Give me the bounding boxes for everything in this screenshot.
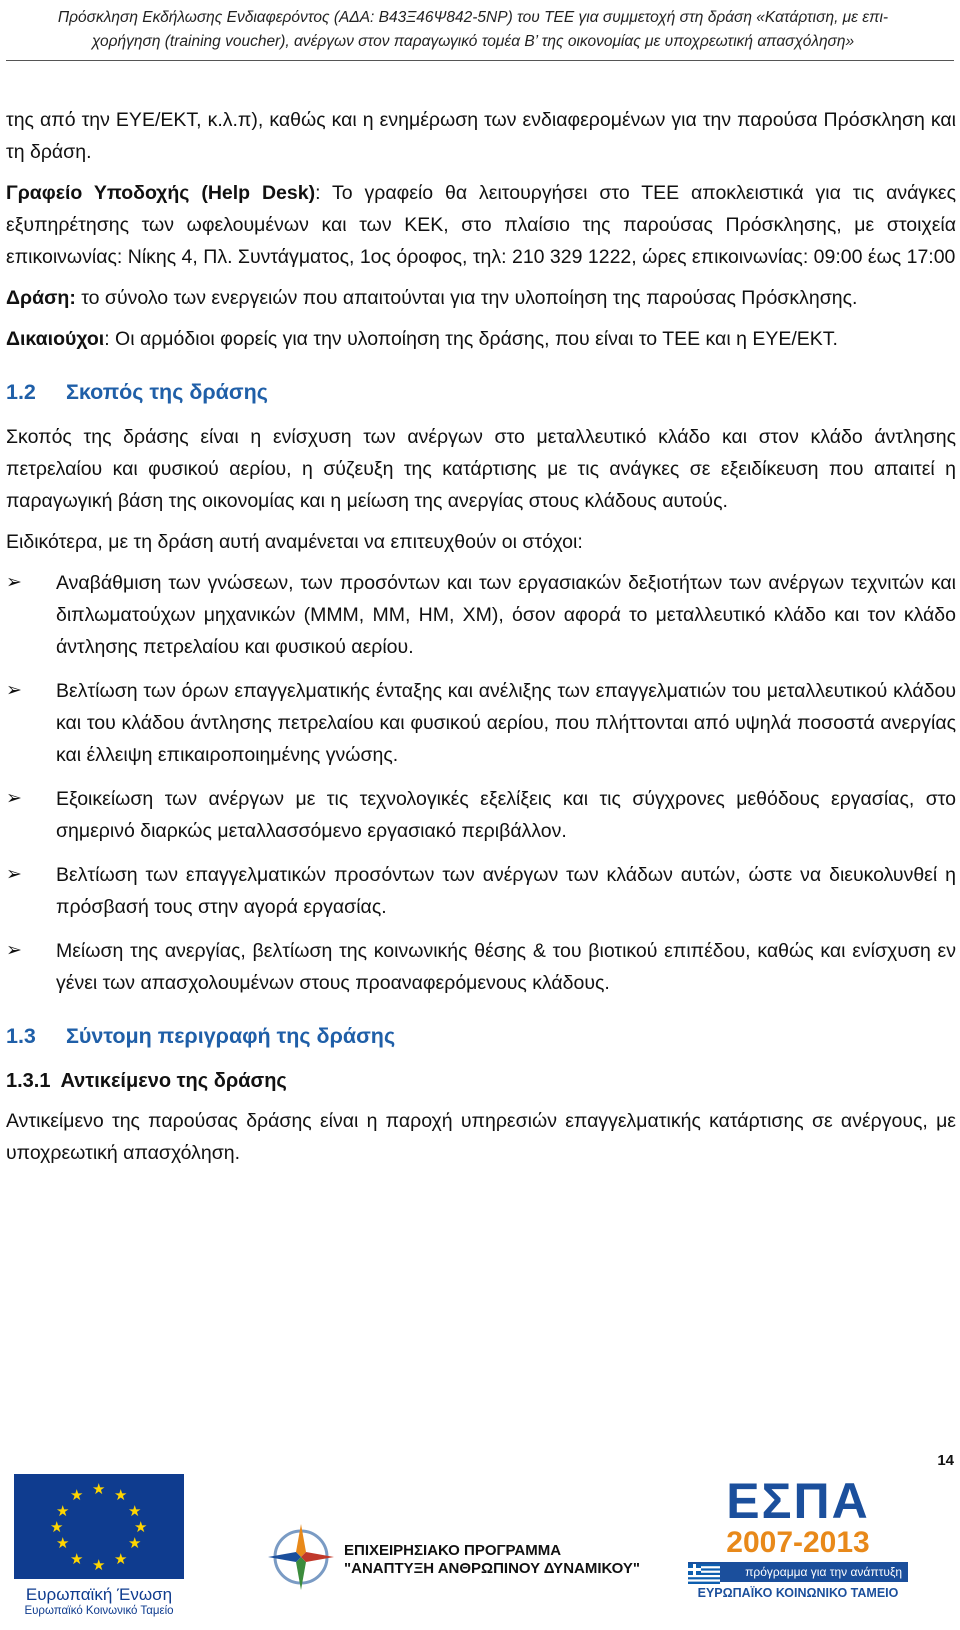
section-1-3-heading: [6, 1021, 956, 1051]
goals-intro: Ειδικότερα, με τη δράση αυτή αναμένεται να επιτευχθούν οι στόχοι:: [6, 531, 583, 553]
eu-flag-icon: ★ ★ ★ ★ ★ ★ ★ ★ ★ ★ ★ ★: [14, 1474, 184, 1579]
helpdesk-term: Γραφείο Υποδοχής (Help Desk): [6, 182, 316, 204]
list-item: [6, 783, 956, 847]
header-line-2: χορήγηση (training voucher), ανέργων στον παραγωγικό τομέα Β’ της οικονομίας με υποχρεωτική απασχόληση»: [91, 33, 855, 50]
operational-programme-logo: [266, 1522, 646, 1602]
arrow-bullet-icon: ➢: [6, 788, 22, 809]
eu-name: Ευρωπαϊκή Ένωση: [25, 1585, 173, 1604]
list-item-text: Βελτίωση των επαγγελματικών προσόντων των ανέργων των κλάδων αυτών, ώστε να διευκολυνθεί η πρόσβασή τους στην αγορά εργασίας.: [56, 864, 956, 918]
greek-flag-icon: [688, 1564, 720, 1584]
drasi-term: Δράση:: [6, 287, 76, 309]
object-paragraph: Αντικείμενο της παρούσας δράσης είναι η παροχή υπηρεσιών επαγγελματικής κατάρτισης σε ανέργους, με υποχρεωτική απασχόληση.: [6, 1110, 956, 1164]
dikaiouxoi-term: Δικαιούχοι: [6, 328, 105, 350]
page-body: [6, 104, 956, 1178]
goals-list: [6, 567, 956, 999]
arrow-bullet-icon: ➢: [6, 864, 22, 885]
section-title: Σύντομη περιγραφή της δράσης: [66, 1024, 396, 1048]
eu-fund: Ευρωπαϊκό Κοινωνικό Ταμείο: [24, 1605, 174, 1617]
footer-logos: [0, 1470, 960, 1630]
list-item: [6, 859, 956, 923]
espa-logo: [688, 1473, 908, 1600]
compass-icon: [266, 1522, 336, 1592]
page-number: 14: [937, 1452, 954, 1469]
list-item-text: Εξοικείωση των ανέργων με τις τεχνολογικές εξελίξεις και τις σύγχρονες μεθόδους εργασίας, στο σημερινό διαρκώς μεταλλασσόμενο εργασιακό περιβάλλον.: [56, 788, 956, 842]
header-line-1: Πρόσκληση Εκδήλωσης Ενδιαφερόντος (ΑΔΑ: Β43Ξ46Ψ842-5ΝΡ) του ΤΕΕ για συμμετοχή στη δράση «Κατάρτιση, με επι-: [57, 9, 889, 26]
arrow-bullet-icon: ➢: [6, 680, 22, 701]
list-item: [6, 935, 956, 999]
running-header: [6, 6, 940, 54]
subsection-number: 1.3.1: [6, 1070, 51, 1092]
espa-years: 2007-2013: [726, 1526, 870, 1559]
helpdesk-paragraph: [6, 177, 956, 273]
dikaiouxoi-text: : Οι αρμόδιοι φορείς για την υλοποίηση της δράσης, που είναι το ΤΕΕ και η ΕΥΕ/ΕΚΤ.: [104, 328, 838, 350]
purpose-paragraph: Σκοπός της δράσης είναι η ενίσχυση των ανέργων στο μεταλλευτικό κλάδο και στον κλάδο άντλησης πετρελαίου και φυσικού αερίου, η σύζευξη της κατάρτισης με τις ανάγκες σε εξειδίκευση που απαιτεί η παραγωγική βάση της οικονομίας και η μείωση της ανεργίας στους κλάδους αυτούς.: [6, 426, 956, 512]
arrow-bullet-icon: ➢: [6, 572, 22, 593]
op-line-2: "ΑΝΑΠΤΥΞΗ ΑΝΘΡΩΠΙΝΟΥ ΔΥΝΑΜΙΚΟΥ": [344, 1560, 641, 1577]
section-1-3-1-heading: [6, 1065, 956, 1097]
op-line-1: ΕΠΙΧΕΙΡΗΣΙΑΚΟ ΠΡΟΓΡΑΜΜΑ: [344, 1542, 562, 1559]
section-title: Σκοπός της δράσης: [66, 380, 268, 404]
operational-programme-text: [344, 1542, 640, 1578]
arrow-bullet-icon: ➢: [6, 940, 22, 961]
espa-title: ΕΣΠΑ: [726, 1473, 870, 1529]
intro-continuation: της από την ΕΥΕ/ΕΚΤ, κ.λ.π), καθώς και η ενημέρωση των ενδιαφερομένων για την παρούσα Πρόσκληση και τη δράση.: [6, 109, 956, 163]
list-item-text: Βελτίωση των όρων επαγγελματικής ένταξης και ανέλιξης των επαγγελματιών του μεταλλευτικού κλάδου και του κλάδου άντλησης πετρελαίου και φυσικού αερίου, που πλήττονται από υψηλά ποσοστά ανεργίας και έλλειψη επικαιροποιημένης γνώσης.: [56, 680, 956, 766]
espa-fund: ΕΥΡΩΠΑΪΚΟ ΚΟΙΝΩΝΙΚΟ ΤΑΜΕΙΟ: [697, 1586, 899, 1600]
section-number: 1.3: [6, 1024, 36, 1048]
section-number: 1.2: [6, 380, 36, 404]
section-1-2-heading: [6, 377, 956, 407]
dikaiouxoi-paragraph: [6, 323, 956, 355]
list-item: [6, 675, 956, 771]
header-divider: [6, 60, 954, 61]
list-item-text: Μείωση της ανεργίας, βελτίωση της κοινωνικής θέσης & του βιοτικού επιπέδου, καθώς και ενίσχυση εν γένει των απασχολουμένων στους προαναφερόμενους κλάδους.: [56, 940, 956, 994]
list-item: [6, 567, 956, 663]
drasi-paragraph: [6, 282, 956, 314]
subsection-title: Αντικείμενο της δράσης: [60, 1070, 287, 1092]
drasi-text: το σύνολο των ενεργειών που απαιτούνται για την υλοποίηση της παρούσας Πρόσκλησης.: [75, 287, 858, 309]
eu-logo: [4, 1474, 194, 1617]
espa-tagline: πρόγραμμα για την ανάπτυξη: [688, 1562, 908, 1582]
list-item-text: Αναβάθμιση των γνώσεων, των προσόντων και των εργασιακών δεξιοτήτων των ανέργων τεχνιτών και διπλωματούχων μηχανικών (ΜΜΜ, ΜΜ, ΗΜ, ΧΜ), όσον αφορά το μεταλλευτικό κλάδο και τον κλάδο άντλησης πετρελαίου και φυσικού αερίου.: [56, 572, 956, 658]
helpdesk-text: : Το γραφείο θα λειτουργήσει στο ΤΕΕ αποκλειστικά για τις ανάγκες εξυπηρέτησης των ωφελουμένων και των ΚΕΚ, στο πλαίσιο της παρούσας Πρόσκλησης, με στοιχεία επικοινωνίας: Νίκης 4, Πλ. Συντάγματος, 1ος όροφος, τηλ: 210 329 1222, ώρες επικοινωνίας: 09:00 έως 17:00: [6, 182, 956, 268]
